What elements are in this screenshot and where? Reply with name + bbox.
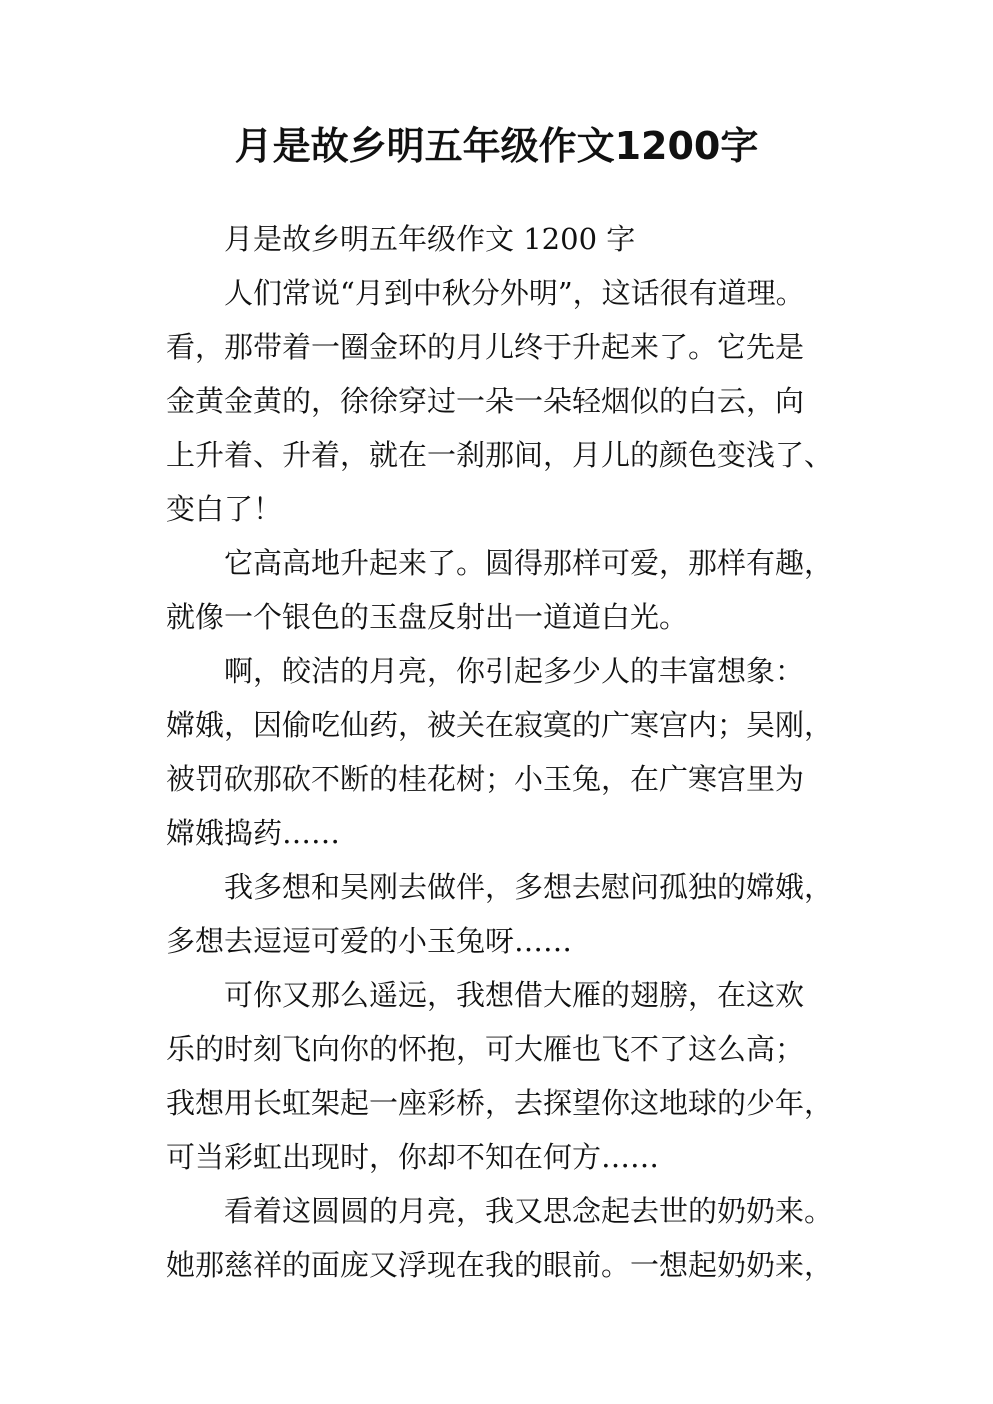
essay-line: 啊，皎洁的月亮，你引起多少人的丰富想象： xyxy=(224,654,805,688)
essay-line: 可当彩虹出现时，你却不知在何方…… xyxy=(166,1140,660,1174)
essay-line: 看着这圆圆的月亮，我又思念起去世的奶奶来。 xyxy=(224,1194,834,1228)
essay-line: 乐的时刻飞向你的怀抱，可大雁也飞不了这么高； xyxy=(166,1032,805,1066)
essay-line: 嫦娥捣药…… xyxy=(166,816,341,850)
essay-line: 我多想和吴刚去做伴，多想去慰问孤独的嫦娥， xyxy=(224,870,834,904)
essay-line: 多想去逗逗可爱的小玉兔呀…… xyxy=(166,924,573,958)
essay-line: 被罚砍那砍不断的桂花树；小玉兔，在广寒宫里为 xyxy=(166,762,805,796)
essay-line: 它高高地升起来了。圆得那样可爱，那样有趣， xyxy=(224,546,834,580)
essay-line: 可你又那么遥远，我想借大雁的翅膀，在这欢 xyxy=(224,978,805,1012)
essay-body xyxy=(166,220,844,1300)
page-title: 月是故乡明五年级作文1200字 xyxy=(234,124,759,168)
essay-line: 她那慈祥的面庞又浮现在我的眼前。一想起奶奶来， xyxy=(166,1248,834,1282)
essay-line: 上升着、升着，就在一刹那间，月儿的颜色变浅了、 xyxy=(166,438,834,472)
essay-line: 就像一个银色的玉盘反射出一道道白光。 xyxy=(166,600,689,634)
essay-line: 人们常说“月到中秋分外明”，这话很有道理。 xyxy=(224,276,805,310)
essay-line: 月是故乡明五年级作文 1200 字 xyxy=(224,222,636,256)
essay-line: 看，那带着一圈金环的月儿终于升起来了。它先是 xyxy=(166,330,805,364)
essay-line: 嫦娥，因偷吃仙药，被关在寂寞的广寒宫内；吴刚， xyxy=(166,708,834,742)
essay-line: 我想用长虹架起一座彩桥，去探望你这地球的少年， xyxy=(166,1086,834,1120)
essay-line: 变白了！ xyxy=(166,492,283,526)
essay-line: 金黄金黄的，徐徐穿过一朵一朵轻烟似的白云，向 xyxy=(166,384,805,418)
